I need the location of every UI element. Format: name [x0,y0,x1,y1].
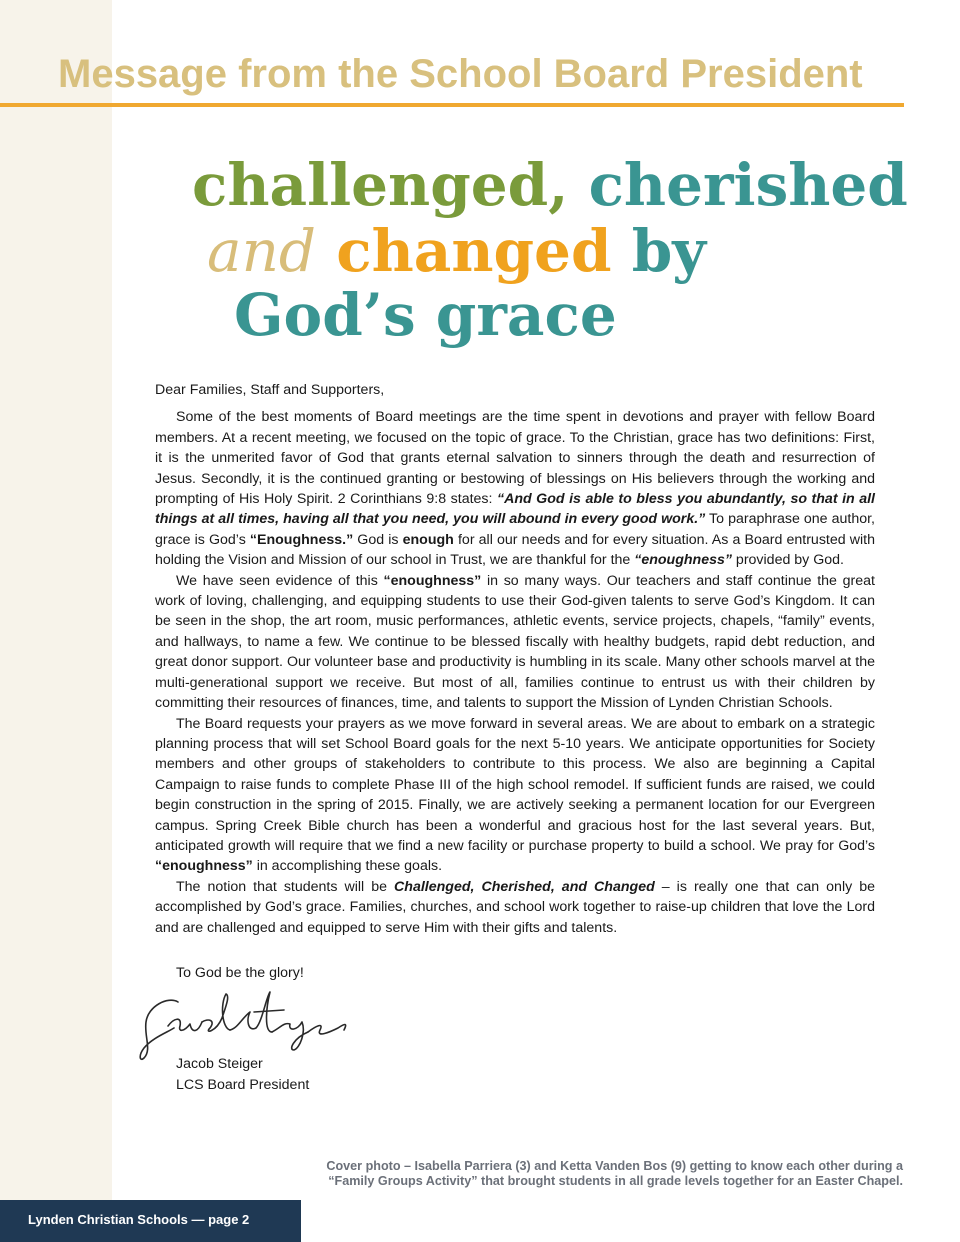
caption-line-1: Cover photo – Isabella Parriera (3) and Ketta Vanden Bos (9) getting to know each other during a [326,1159,903,1173]
theme-word-and: and [207,217,317,285]
theme-word-by: by [631,217,706,285]
footer-page-label: Lynden Christian Schools — page 2 [28,1212,250,1227]
signer-title: LCS Board President [176,1077,310,1093]
closing-line: To God be the glory! [176,965,304,981]
school-motto: Challenged, Cherished, and Changed [394,878,655,895]
paragraph-4: The notion that students will be Challenged, Cherished, and Changed – is really one that can only be accomplished by God’s grace. Families, churches, and school work together to raise-up children that love the Lord and are challenged and equipped to serve Him with their gifts and talents. [155,878,875,936]
scripture-quote: “And God is able to bless you abundantly, so that in all things at all times, having all that you need, you will abound in every good work.” [155,491,875,528]
caption-line-2: “Family Groups Activity” that brought students in all grade levels together for an Easter Chapel. [328,1174,903,1188]
salutation: Dear Families, Staff and Supporters, [155,382,385,398]
signature-image [138,988,352,1062]
theme-word-cherished: cherished [588,151,908,219]
theme-line-3: God’s grace [234,281,617,349]
paragraph-1: Some of the best moments of Board meetings are the time spent in devotions and prayer with fellow Board members. At a recent meeting, we focused on the topic of grace. To the Christian, grace has two definitions: First, it is the unmerited favor of God that grants eternal salvation to sinners through the death and resurrection of Jesus. Secondly, it is the continued granting or bestowing of blessings on His believers through the working and prompting of His Holy Spirit. 2 Corinthians 9:8 states: “And God is able to bless you abundantly, so that in all things at all times, having all that you need, you will abound in every good work.” To paraphrase one author, grace is God’s “Enoughness.” God is enough for all our needs and for every situation. As a Board entrusted with holding the Vision and Mission of our school in Trust, we are thankful for the “enoughness” provided by God. [155,409,875,569]
cover-photo-caption [283,1159,903,1189]
theme-line-1 [192,151,908,219]
paragraph-3: The Board requests your prayers as we move forward in several areas. We are about to embark on a strategic planning process that will set School Board goals for the next 5-10 years. We anticipate opportunities for Society members and other groups of stakeholders to contribute to this process. We also are beginning a Capital Campaign to raise funds to complete Phase III of the high school remodel. If sufficient funds are raised, we could begin construction in the spring of 2015. Finally, we are actively seeking a permanent location for our Evergreen campus. Spring Creek Bible church has been a wonderful and gracious host for the last several years. But, anticipated growth will require that we find a new facility or purchase property to build a school. We pray for God’s “enoughness” in accomplishing these goals. [155,715,875,875]
paragraph-2: We have seen evidence of this “enoughness” in so many ways. Our teachers and staff continue the great work of loving, challenging, and equipping students to use their God-given talents to serve God’s Kingdom. It can be seen in the shop, the art room, music performances, athletic events, service projects, chapels, “family” events, and hallways, to name a few. We continue to be blessed fiscally with healthy budgets, rapid debt reduction, and great donor support. Our volunteer base and productivity is humbling in its scale. Many other schools marvel at the multi-generational support we receive. But most of all, families continue to entrust us with their children by committing their resources of finances, time, and talents to support the Mission of Lynden Christian Schools. [155,572,875,712]
side-strip [0,0,112,1242]
letter-body [155,380,875,938]
page-title: Message from the School Board President [58,52,863,96]
signer-name: Jacob Steiger [176,1056,263,1072]
theme-word-challenged: challenged, [192,151,569,219]
theme-word-changed: changed [336,217,612,285]
header-rule [0,103,904,107]
footer-bar [0,1200,301,1242]
theme-line-2 [207,217,706,285]
